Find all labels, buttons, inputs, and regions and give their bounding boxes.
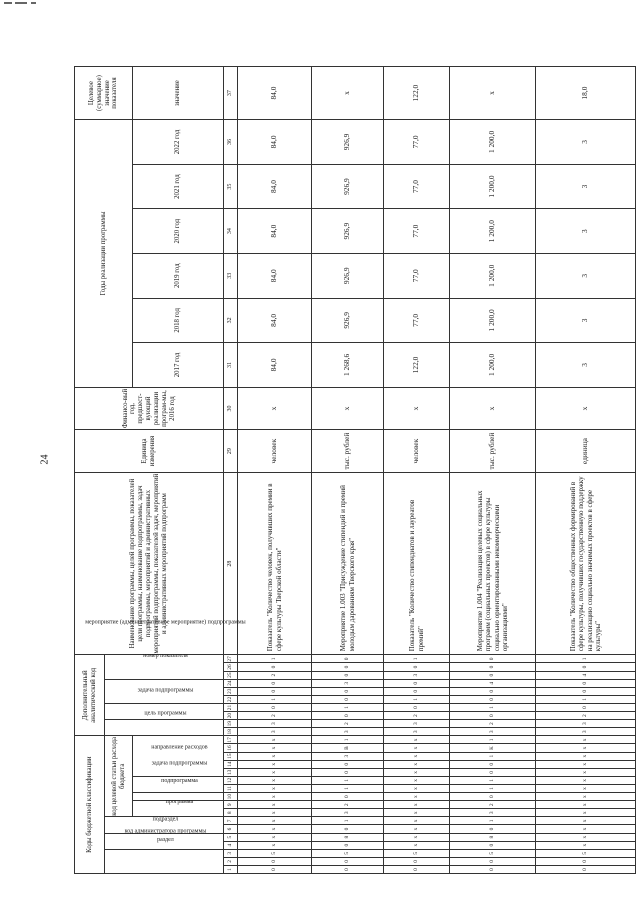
code-cell: 0 [312, 841, 384, 849]
col-number: 31 [224, 343, 238, 388]
year-value: 3 [536, 164, 636, 209]
col-number: 2 [224, 857, 238, 865]
code-cell: 5 [384, 849, 450, 857]
year-value: 1 268,6 [312, 343, 384, 388]
col-number: 14 [224, 760, 238, 768]
col-number: 30 [224, 387, 238, 430]
unit-cell: единица [536, 430, 636, 473]
code-cell: 0 [450, 841, 536, 849]
code-cell: 0 [384, 663, 450, 671]
code-cell: x [238, 776, 312, 784]
indicator-name: Показатель "Количество человек, получивших премии в сфере культуры Тверской области" [238, 472, 312, 654]
base-year-cell: х [536, 387, 636, 430]
code-cell: 0 [312, 760, 384, 768]
code-cell: 3 [450, 809, 536, 817]
program-table [74, 66, 636, 874]
code-cell: 1 [312, 736, 384, 744]
code-cell: x [238, 841, 312, 849]
code-cell: 4 [536, 671, 636, 679]
col-number: 10 [224, 793, 238, 801]
col-number: 11 [224, 784, 238, 792]
target-article-header: код целевой статьи расхода бюджета [105, 736, 133, 817]
code-cell: x [384, 784, 450, 792]
code-cell: 0 [238, 857, 312, 865]
extra-code-header: Дополнительный аналитический код [75, 655, 105, 736]
code-cell: 0 [450, 687, 536, 695]
code-cell: 2 [238, 712, 312, 720]
col-number: 1 [224, 865, 238, 873]
target-value: х [312, 67, 384, 120]
indicator-name: Показатель "Количество общественных формирований в сфере культуры, получивших государственную поддержку на реализацию социально значимых проектов в сфере культуры" [536, 472, 636, 654]
target-header: Целевое (суммарное) значение показателя [75, 67, 133, 120]
code-cell: 2 [312, 801, 384, 809]
col-number: 23 [224, 687, 238, 695]
base-year-cell: х [312, 387, 384, 430]
indicator-no-header: номер показателя [105, 655, 224, 679]
code-cell: 0 [384, 857, 450, 865]
year-value: 77,0 [384, 253, 450, 298]
col-number: 36 [224, 120, 238, 165]
code-cell: x [238, 833, 312, 841]
table-row [312, 67, 384, 874]
col-number: 33 [224, 253, 238, 298]
program-header: программа [133, 801, 224, 817]
code-cell: x [238, 736, 312, 744]
code-cell: 0 [450, 857, 536, 865]
code-cell: 5 [450, 849, 536, 857]
code-cell: 0 [450, 825, 536, 833]
code-cell: x [536, 768, 636, 776]
col-number: 16 [224, 744, 238, 752]
subprogram-header: подпрограмма [133, 793, 224, 801]
code-cell: x [238, 801, 312, 809]
col-number: 20 [224, 712, 238, 720]
code-cell: x [536, 744, 636, 752]
code-cell: x [536, 817, 636, 825]
code-cell: 0 [312, 793, 384, 801]
code-cell: 2 [384, 712, 450, 720]
event-name: Мероприятие 1.004 "Реализация целевых социальных программ (социальных проектов) в сфере культуры социально ориентированными некоммерческими организациями" [450, 472, 536, 654]
code-cell: 3 [384, 720, 450, 728]
year-value: 926,9 [312, 298, 384, 343]
code-cell: 0 [450, 865, 536, 873]
year-2019-header: 2019 год [133, 253, 224, 298]
year-value: 3 [536, 209, 636, 254]
year-value: 77,0 [384, 209, 450, 254]
col-number: 27 [224, 655, 238, 663]
target-value: 84,0 [238, 67, 312, 120]
table-row [384, 67, 450, 874]
col-number: 9 [224, 801, 238, 809]
base-year-cell: х [450, 387, 536, 430]
indicator-name: Показатель "Количество стипендиатов и лауреатов премий" [384, 472, 450, 654]
code-cell: x [384, 793, 450, 801]
code-cell: 3 [238, 720, 312, 728]
budget-class-header: Коды бюджетной классификации [75, 736, 105, 874]
col-number: 25 [224, 671, 238, 679]
year-value: 1 200,0 [450, 253, 536, 298]
year-value: 1 200,0 [450, 164, 536, 209]
year-value: 77,0 [384, 298, 450, 343]
col-number: 6 [224, 825, 238, 833]
code-cell: 0 [384, 679, 450, 687]
code-cell: x [536, 776, 636, 784]
code-cell: 1 [384, 655, 450, 663]
code-cell: 0 [238, 703, 312, 711]
col-number: 18 [224, 728, 238, 736]
target-value: 18,0 [536, 67, 636, 120]
code-cell: 0 [450, 663, 536, 671]
rotated-table-sheet [74, 66, 624, 874]
col-number: 29 [224, 430, 238, 473]
col-number: 3 [224, 849, 238, 857]
code-cell: x [238, 760, 312, 768]
subsection-header: подраздел [105, 817, 224, 833]
code-cell: x [238, 817, 312, 825]
code-cell: 5 [536, 849, 636, 857]
unit-cell: человек [384, 430, 450, 473]
year-2017-header: 2017 год [133, 343, 224, 388]
year-value: 84,0 [238, 343, 312, 388]
col-number: 24 [224, 679, 238, 687]
code-cell: 1 [312, 703, 384, 711]
task-prog-header: задача подпрограммы [105, 703, 224, 719]
col-number: 13 [224, 768, 238, 776]
unit-header: Единица измерения [75, 430, 224, 473]
code-cell: x [384, 768, 450, 776]
code-cell: 0 [450, 671, 536, 679]
col-number: 26 [224, 663, 238, 671]
col-number: 12 [224, 776, 238, 784]
table-row [450, 67, 536, 874]
code-cell: 0 [450, 768, 536, 776]
code-cell: 0 [536, 679, 636, 687]
col-number: 32 [224, 298, 238, 343]
code-cell: x [536, 841, 636, 849]
code-cell: x [384, 752, 450, 760]
year-value: 84,0 [238, 209, 312, 254]
code-cell: x [384, 825, 450, 833]
code-cell: 5 [238, 849, 312, 857]
code-cell: 2 [312, 720, 384, 728]
code-cell: x [384, 833, 450, 841]
code-cell: x [384, 736, 450, 744]
code-cell: 8 [312, 833, 384, 841]
code-cell: 0 [238, 679, 312, 687]
base-year-header: Финансо-вый год, предшест-вующий реализации програм-мы, 2016 год [75, 387, 224, 430]
year-value: 122,0 [384, 343, 450, 388]
year-value: 77,0 [384, 120, 450, 165]
target-value: 122,0 [384, 67, 450, 120]
year-value: 926,9 [312, 164, 384, 209]
task-header: задача подпрограммы [133, 776, 224, 792]
year-2020-header: 2020 год [133, 209, 224, 254]
code-cell: 4 [450, 679, 536, 687]
year-2022-header: 2022 год [133, 120, 224, 165]
code-cell: 3 [312, 809, 384, 817]
code-cell: 0 [312, 671, 384, 679]
code-cell: 1 [312, 817, 384, 825]
code-cell: 0 [312, 687, 384, 695]
col-number: 4 [224, 841, 238, 849]
code-cell: 5 [312, 849, 384, 857]
code-cell: 0 [450, 712, 536, 720]
col-number: 35 [224, 164, 238, 209]
code-cell: 1 [450, 703, 536, 711]
col-number: 28 [224, 472, 238, 654]
code-cell: 3 [312, 728, 384, 736]
admin-code-header: код администратора программы [105, 849, 224, 873]
code-cell: x [536, 784, 636, 792]
code-cell: x [384, 801, 450, 809]
code-cell: 0 [312, 768, 384, 776]
unit-cell: человек [238, 430, 312, 473]
code-cell: 1 [312, 776, 384, 784]
code-cell: 0 [384, 703, 450, 711]
code-cell: x [536, 833, 636, 841]
code-cell: x [384, 776, 450, 784]
code-cell: 3 [384, 671, 450, 679]
year-value: 3 [536, 253, 636, 298]
code-cell: 0 [312, 712, 384, 720]
top-scan-marks [0, 0, 60, 6]
code-cell: x [238, 809, 312, 817]
code-cell: 3 [536, 728, 636, 736]
code-cell: 0 [450, 695, 536, 703]
code-cell: x [536, 793, 636, 801]
code-cell: x [384, 809, 450, 817]
code-cell: 1 [536, 695, 636, 703]
year-value: 1 200,0 [450, 209, 536, 254]
code-cell: x [536, 752, 636, 760]
table-row [536, 67, 636, 874]
col-number: 5 [224, 833, 238, 841]
code-cell: 0 [384, 687, 450, 695]
table-row [238, 67, 312, 874]
code-cell: 2 [238, 671, 312, 679]
year-value: 3 [536, 343, 636, 388]
code-cell: 0 [536, 687, 636, 695]
unit-cell: тыс. рублей [450, 430, 536, 473]
code-cell: x [536, 760, 636, 768]
year-value: 1 200,0 [450, 343, 536, 388]
code-cell: x [238, 744, 312, 752]
code-cell: x [384, 744, 450, 752]
code-cell: 1 [450, 817, 536, 825]
code-cell: 0 [450, 793, 536, 801]
code-cell: 0 [450, 655, 536, 663]
code-cell: 1 [536, 655, 636, 663]
year-2018-header: 2018 год [133, 298, 224, 343]
goal-header: цель программы [105, 720, 224, 736]
code-cell: x [238, 793, 312, 801]
year-value: 3 [536, 298, 636, 343]
code-cell: x [384, 841, 450, 849]
code-cell: 3 [238, 728, 312, 736]
col-number: 15 [224, 752, 238, 760]
event-name: Мероприятие 1.003 "Присуждение стипендий и премий молодым дарованиям Тверского края" [312, 472, 384, 654]
code-cell: 3 [450, 728, 536, 736]
year-value: 3 [536, 120, 636, 165]
unit-cell: тыс. рублей [312, 430, 384, 473]
code-cell: В [312, 744, 384, 752]
year-value: 84,0 [238, 164, 312, 209]
year-value: 1 200,0 [450, 298, 536, 343]
col-number: 19 [224, 720, 238, 728]
year-value: 1 200,0 [450, 120, 536, 165]
base-year-cell: х [384, 387, 450, 430]
code-cell: 2 [450, 801, 536, 809]
code-cell: x [384, 760, 450, 768]
code-cell: 0 [238, 865, 312, 873]
code-cell: 1 [384, 695, 450, 703]
code-cell: 0 [450, 760, 536, 768]
year-value: 84,0 [238, 298, 312, 343]
col-number: 37 [224, 67, 238, 120]
code-cell: 0 [312, 663, 384, 671]
name-header: Наименование программы, целей программы, показателей цели программы, наименование подпрограммы, задач подпрограммы, мероприятий и административных мероприятий подпрограммы, показателей задач, мероприятий и административных мероприятий подпрограмм [75, 472, 224, 654]
target-value-header: значение [133, 67, 224, 120]
code-cell: 3 [312, 679, 384, 687]
code-cell: 1 [312, 784, 384, 792]
years-header: Годы реализации программы [75, 120, 133, 388]
target-value: х [450, 67, 536, 120]
year-value: 926,9 [312, 209, 384, 254]
code-cell: 0 [238, 687, 312, 695]
col-number: 17 [224, 736, 238, 744]
year-value: 926,9 [312, 120, 384, 165]
code-cell: 0 [312, 865, 384, 873]
code-cell: x [536, 809, 636, 817]
code-cell: 0 [384, 865, 450, 873]
base-year-cell: х [238, 387, 312, 430]
code-cell: 0 [238, 663, 312, 671]
year-2021-header: 2021 год [133, 164, 224, 209]
col-number: 8 [224, 809, 238, 817]
year-value: 77,0 [384, 164, 450, 209]
code-cell: x [238, 752, 312, 760]
col-number: 7 [224, 817, 238, 825]
code-cell: 0 [536, 663, 636, 671]
year-value: 926,9 [312, 253, 384, 298]
code-cell: x [536, 736, 636, 744]
code-cell: 1 [450, 784, 536, 792]
code-cell: 0 [312, 857, 384, 865]
code-cell: 2 [536, 712, 636, 720]
code-cell: x [384, 817, 450, 825]
year-value: 84,0 [238, 120, 312, 165]
code-cell: 3 [384, 728, 450, 736]
direction-header: направление расходов [133, 736, 224, 777]
code-cell: 1 [450, 736, 536, 744]
event-header: мероприятие (административное мероприятие) подпрограммы [105, 679, 224, 703]
code-cell: x [536, 825, 636, 833]
code-cell: x [238, 825, 312, 833]
numbering-row [224, 67, 238, 874]
code-cell: x [238, 784, 312, 792]
code-cell: 1 [238, 695, 312, 703]
code-cell: x [536, 801, 636, 809]
code-cell: 0 [312, 695, 384, 703]
year-value: 84,0 [238, 253, 312, 298]
code-cell: 0 [536, 865, 636, 873]
col-number: 34 [224, 209, 238, 254]
code-cell: 0 [536, 857, 636, 865]
section-header: раздел [105, 833, 224, 849]
col-number: 21 [224, 703, 238, 711]
code-cell: 0 [312, 655, 384, 663]
col-number: 22 [224, 695, 238, 703]
code-cell: 0 [536, 703, 636, 711]
code-cell: К [450, 744, 536, 752]
code-cell: 1 [238, 655, 312, 663]
page-number: 24 [39, 454, 51, 465]
code-cell: 3 [312, 752, 384, 760]
code-cell: 8 [450, 833, 536, 841]
code-cell: x [238, 768, 312, 776]
code-cell: 0 [312, 825, 384, 833]
code-cell: 1 [450, 776, 536, 784]
code-cell: 2 [450, 720, 536, 728]
code-cell: 1 [450, 752, 536, 760]
code-cell: 3 [536, 720, 636, 728]
